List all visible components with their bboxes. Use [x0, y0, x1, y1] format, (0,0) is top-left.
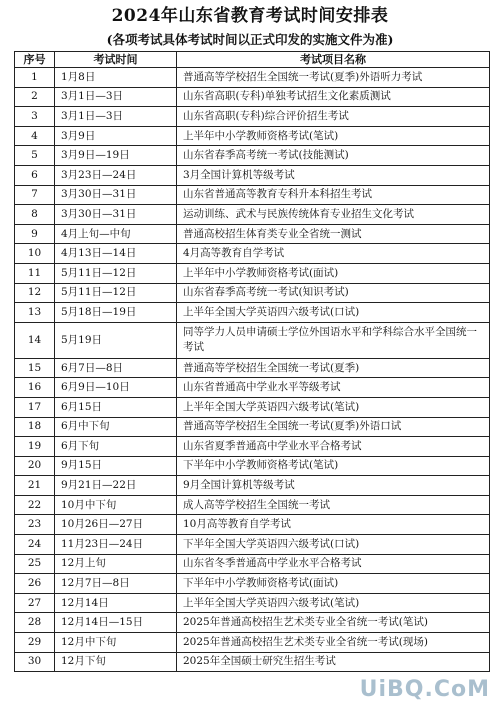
- row-number: 8: [15, 205, 55, 225]
- table-row: [15, 87, 490, 107]
- row-number: 22: [15, 495, 55, 515]
- row-exam-name: 普通高校招生体育类专业全省统一测试: [177, 224, 490, 244]
- table-header-row: [15, 52, 490, 68]
- table-row: [15, 554, 490, 574]
- row-exam-name: 上半年中小学教师资格考试(笔试): [177, 126, 490, 146]
- row-number: 19: [15, 437, 55, 457]
- row-exam-name: 下半年中小学教师资格考试(面试): [177, 574, 490, 594]
- header-number: 序号: [15, 52, 55, 68]
- row-number: 28: [15, 613, 55, 633]
- row-exam-name: 普通高等学校招生全国统一考试(夏季)外语口试: [177, 417, 490, 437]
- page-title: 2024年山东省教育考试时间安排表: [111, 6, 389, 26]
- row-exam-name: 山东省冬季普通高中学业水平合格考试: [177, 554, 490, 574]
- row-exam-time: 12月14日: [55, 593, 177, 613]
- row-number: 16: [15, 378, 55, 398]
- row-exam-name: 普通高等学校招生全国统一考试(夏季): [177, 358, 490, 378]
- table-row: [15, 322, 490, 358]
- row-exam-name: 山东省普通高中学业水平等级考试: [177, 378, 490, 398]
- row-exam-time: 3月23日—24日: [55, 165, 177, 185]
- row-number: 9: [15, 224, 55, 244]
- table-row: [15, 437, 490, 457]
- row-exam-name: 同等学力人员申请硕士学位外国语水平和学科综合水平全国统一考试: [177, 322, 490, 358]
- row-exam-time: 3月30日—31日: [55, 185, 177, 205]
- row-exam-name: 3月全国计算机等级考试: [177, 165, 490, 185]
- row-exam-name: 上半年全国大学英语四六级考试(笔试): [177, 397, 490, 417]
- table-row: [15, 185, 490, 205]
- row-number: 26: [15, 574, 55, 594]
- row-exam-time: 4月13日—14日: [55, 244, 177, 264]
- table-row: [15, 244, 490, 264]
- row-number: 24: [15, 535, 55, 555]
- row-exam-name: 上半年全国大学英语四六级考试(口试): [177, 303, 490, 323]
- row-number: 2: [15, 87, 55, 107]
- header-exam-name: 考试项目名称: [177, 52, 490, 68]
- row-number: 17: [15, 397, 55, 417]
- row-exam-time: 6月7日—8日: [55, 358, 177, 378]
- row-exam-time: 5月11日—12日: [55, 263, 177, 283]
- row-exam-name: 普通高等学校招生全国统一考试(夏季)外语听力考试: [177, 68, 490, 88]
- row-exam-time: 12月下旬: [55, 652, 177, 672]
- row-number: 18: [15, 417, 55, 437]
- row-exam-time: 1月8日: [55, 68, 177, 88]
- row-exam-time: 10月26日—27日: [55, 515, 177, 535]
- row-number: 23: [15, 515, 55, 535]
- row-exam-name: 山东省高职(专科)单独考试招生文化素质测试: [177, 87, 490, 107]
- table-row: [15, 224, 490, 244]
- table-row: [15, 146, 490, 166]
- row-number: 11: [15, 263, 55, 283]
- table-row: [15, 68, 490, 88]
- exam-schedule-table: [14, 51, 490, 672]
- row-exam-name: 运动训练、武术与民族传统体育专业招生文化考试: [177, 205, 490, 225]
- table-row: [15, 456, 490, 476]
- row-exam-time: 6月15日: [55, 397, 177, 417]
- row-exam-name: 上半年中小学教师资格考试(面试): [177, 263, 490, 283]
- page-subtitle: (各项考试具体考试时间以正式印发的实施文件为准): [106, 32, 394, 47]
- row-number: 29: [15, 633, 55, 653]
- table-row: [15, 535, 490, 555]
- table-row: [15, 476, 490, 496]
- row-number: 27: [15, 593, 55, 613]
- table-row: [15, 263, 490, 283]
- table-row: [15, 417, 490, 437]
- row-exam-time: 12月14日—15日: [55, 613, 177, 633]
- table-row: [15, 283, 490, 303]
- row-number: 1: [15, 68, 55, 88]
- table-row: [15, 205, 490, 225]
- row-exam-name: 山东省高职(专科)综合评价招生考试: [177, 107, 490, 127]
- row-exam-time: 9月15日: [55, 456, 177, 476]
- table-row: [15, 378, 490, 398]
- row-number: 7: [15, 185, 55, 205]
- row-number: 25: [15, 554, 55, 574]
- row-exam-time: 4月上旬—中旬: [55, 224, 177, 244]
- row-exam-time: 6月9日—10日: [55, 378, 177, 398]
- table-row: [15, 652, 490, 672]
- row-exam-time: 11月23日—24日: [55, 535, 177, 555]
- row-number: 20: [15, 456, 55, 476]
- row-number: 14: [15, 322, 55, 358]
- table-row: [15, 358, 490, 378]
- row-exam-name: 山东省夏季普通高中学业水平合格考试: [177, 437, 490, 457]
- table-row: [15, 495, 490, 515]
- table-row: [15, 613, 490, 633]
- row-exam-name: 2025年普通高校招生艺术类专业全省统一考试(现场): [177, 633, 490, 653]
- table-row: [15, 574, 490, 594]
- row-number: 12: [15, 283, 55, 303]
- row-number: 15: [15, 358, 55, 378]
- row-number: 10: [15, 244, 55, 264]
- row-exam-time: 10月中下旬: [55, 495, 177, 515]
- row-number: 21: [15, 476, 55, 496]
- table-row: [15, 107, 490, 127]
- row-exam-name: 山东省普通高等教育专科升本科招生考试: [177, 185, 490, 205]
- row-exam-time: 5月11日—12日: [55, 283, 177, 303]
- row-number: 30: [15, 652, 55, 672]
- table-row: [15, 126, 490, 146]
- table-row: [15, 515, 490, 535]
- row-exam-time: 3月1日—3日: [55, 107, 177, 127]
- row-exam-time: 12月上旬: [55, 554, 177, 574]
- row-number: 5: [15, 146, 55, 166]
- row-exam-name: 下半年中小学教师资格考试(笔试): [177, 456, 490, 476]
- row-exam-time: 12月中下旬: [55, 633, 177, 653]
- table-row: [15, 165, 490, 185]
- row-exam-time: 9月21日—22日: [55, 476, 177, 496]
- row-exam-name: 下半年全国大学英语四六级考试(口试): [177, 535, 490, 555]
- row-exam-time: 3月9日: [55, 126, 177, 146]
- row-exam-name: 2025年普通高校招生艺术类专业全省统一考试(笔试): [177, 613, 490, 633]
- table-body: [15, 68, 490, 672]
- row-number: 13: [15, 303, 55, 323]
- row-number: 6: [15, 165, 55, 185]
- site-watermark: UiBQ.CoM: [356, 677, 494, 703]
- row-exam-name: 成人高等学校招生全国统一考试: [177, 495, 490, 515]
- row-exam-name: 9月全国计算机等级考试: [177, 476, 490, 496]
- row-exam-name: 上半年全国大学英语四六级考试(笔试): [177, 593, 490, 613]
- row-exam-name: 10月高等教育自学考试: [177, 515, 490, 535]
- table-row: [15, 397, 490, 417]
- row-exam-name: 山东省春季高考统一考试(知识考试): [177, 283, 490, 303]
- row-number: 3: [15, 107, 55, 127]
- row-number: 4: [15, 126, 55, 146]
- table-row: [15, 303, 490, 323]
- table-row: [15, 593, 490, 613]
- row-exam-name: 2025年全国硕士研究生招生考试: [177, 652, 490, 672]
- row-exam-time: 5月19日: [55, 322, 177, 358]
- row-exam-time: 6月下旬: [55, 437, 177, 457]
- row-exam-name: 4月高等教育自学考试: [177, 244, 490, 264]
- row-exam-time: 6月中下旬: [55, 417, 177, 437]
- row-exam-time: 3月9日—19日: [55, 146, 177, 166]
- row-exam-time: 3月30日—31日: [55, 205, 177, 225]
- table-row: [15, 633, 490, 653]
- row-exam-name: 山东省春季高考统一考试(技能测试): [177, 146, 490, 166]
- row-exam-time: 5月18日—19日: [55, 303, 177, 323]
- header-exam-time: 考试时间: [55, 52, 177, 68]
- row-exam-time: 12月7日—8日: [55, 574, 177, 594]
- row-exam-time: 3月1日—3日: [55, 87, 177, 107]
